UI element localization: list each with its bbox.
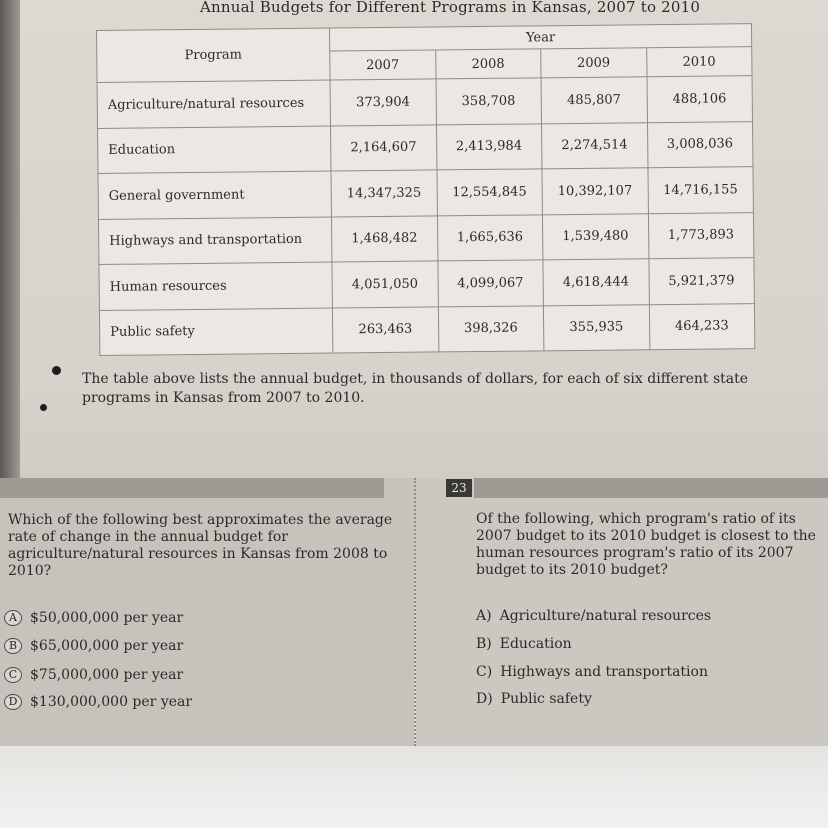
answer-choice-c[interactable] [4,667,183,683]
program-name: Public safety [99,308,332,356]
year-header-2010: 2010 [646,47,752,77]
year-header-2008: 2008 [435,49,541,79]
budget-value: 263,463 [332,306,438,353]
answer-choice-a[interactable] [4,610,183,626]
choice-text: $130,000,000 per year [30,694,193,710]
year-header-2007: 2007 [330,50,436,80]
budget-value: 485,807 [541,77,647,124]
budget-value: 358,708 [436,78,542,125]
question-right-text: Of the following, which program's ratio of its 2007 budget to its 2010 budget is closest to the human resources program's ratio of its 2007 budget to its 2010 budget? [476,511,816,578]
answer-choice-b[interactable] [4,638,183,654]
answer-choice-c[interactable] [476,664,708,680]
budget-value: 5,921,379 [648,258,754,305]
program-column-header: Program [97,28,331,82]
budget-value: 1,665,636 [437,214,543,261]
choice-text: Agriculture/natural resources [499,608,712,624]
question-number: 23 [446,479,472,497]
choice-letter: A [4,610,22,626]
year-header-2009: 2009 [541,48,647,78]
page-bottom [0,745,828,828]
page-edge-shadow [0,0,20,520]
choice-letter: C [4,667,22,683]
question-header-bar [474,478,828,498]
answer-choice-b[interactable] [476,636,572,652]
budget-value: 488,106 [647,76,753,123]
budget-value: 12,554,845 [436,169,542,216]
budget-value: 464,233 [649,303,755,350]
table-row [99,258,754,310]
budget-value: 14,716,155 [647,167,753,214]
budget-value: 4,618,444 [543,259,649,306]
program-name: Human resources [99,262,332,310]
table-row [98,121,753,173]
choice-letter: B [4,638,22,654]
budget-value: 355,935 [543,304,649,351]
choice-text: Highways and transportation [500,664,708,680]
question-left-text: Which of the following best approximates the average rate of change in the annual budget for agriculture/natural resources in Kansas from 2008 to 2010? [8,512,393,579]
answer-choice-d[interactable] [4,694,192,710]
budget-value: 2,413,984 [436,123,542,170]
budget-value: 4,051,050 [332,261,438,308]
program-name: Agriculture/natural resources [97,80,330,128]
choice-text: $65,000,000 per year [30,638,184,654]
table-row [98,167,753,219]
budget-value: 2,164,607 [331,124,437,171]
budget-table [96,23,755,356]
budget-value: 3,008,036 [647,121,753,168]
choice-letter: D [4,694,22,710]
program-name: Education [98,126,331,174]
choice-letter: C) [476,664,493,680]
choice-text: $75,000,000 per year [30,667,184,683]
budget-value: 10,392,107 [542,168,648,215]
bullet-dot [52,366,61,375]
budget-value: 1,773,893 [648,212,754,259]
budget-value: 398,326 [438,305,544,352]
budget-value: 14,347,325 [331,170,437,217]
choice-text: $50,000,000 per year [30,610,184,626]
choice-text: Education [499,636,572,652]
choice-text: Public safety [500,691,592,707]
table-row [99,303,754,355]
table-row [97,76,752,128]
choice-letter: A) [476,608,492,624]
table-caption: The table above lists the annual budget, in thousands of dollars, for each of six different state programs in Kansas from 2007 to 2010. [82,371,749,406]
bullet-dot [40,404,47,411]
program-name: Highways and transportation [98,217,331,265]
table-title: Annual Budgets for Different Programs in Kansas, 2007 to 2010 [200,0,701,16]
choice-letter: D) [476,691,493,707]
answer-choice-a[interactable] [476,608,711,624]
table-row [98,212,753,264]
budget-value: 373,904 [330,79,436,126]
question-header-bar [0,478,384,498]
choice-letter: B) [476,636,492,652]
column-divider [414,478,418,746]
answer-choice-d[interactable] [476,691,592,707]
budget-value: 1,468,482 [331,215,437,262]
year-column-header: Year [329,24,751,51]
budget-value: 1,539,480 [542,213,648,260]
budget-value: 4,099,067 [437,260,543,307]
program-name: General government [98,171,331,219]
budget-value: 2,274,514 [542,122,648,169]
